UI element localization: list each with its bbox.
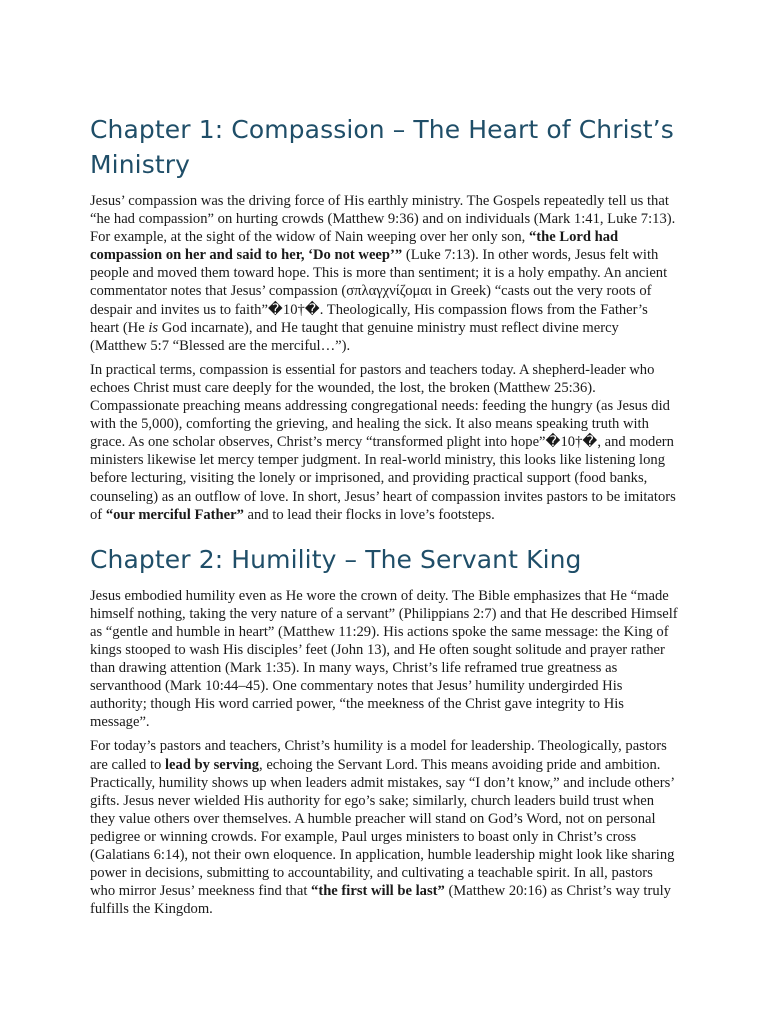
citation-marker: �10†� — [545, 434, 598, 451]
chapter-1-paragraph-1 — [90, 192, 678, 355]
paragraph-text: Jesus’ compassion was the driving force of His earthly ministry. The Gospels repeatedly tell us that “he had compassion” on hurting crowds (Matthew 9:36) and on individuals (Mark 1:41, Luke 7:13). For example, at the sight of the widow of Nain weeping over her only son, — [90, 193, 676, 246]
chapter-2-title: Chapter 2: Humility – The Servant King — [90, 544, 582, 574]
paragraph-text: , and modern ministers likewise let mercy temper judgment. In real-world ministry, this looks like listening long before lecturing, visiting the lonely or imprisoned, and providing practical support (food banks, counseling) as an outflow of love. In short, Jesus’ heart of compassion invites pastors to be imitators of — [90, 434, 676, 523]
paragraph-text: For today’s pastors and teachers, Christ’s humility is a model for leadership. Theologically, pastors are called to — [90, 738, 667, 773]
paragraph-text: God incarnate), and He taught that genuine ministry must reflect divine mercy (Matthew 5:7 “Blessed are the merciful…”). — [90, 319, 619, 354]
paragraph-text: and to lead their flocks in love’s footsteps. — [243, 506, 495, 523]
italic-emphasis: is — [148, 319, 159, 336]
document-page — [90, 112, 678, 924]
bold-phrase: lead by serving — [164, 756, 260, 773]
bold-quote: “our merciful Father” — [105, 506, 244, 523]
chapter-1-title: Chapter 1: Compassion – The Heart of Christ’s Ministry — [90, 115, 674, 179]
paragraph-text: . Theologically, His compassion flows from the Father’s heart (He — [90, 301, 648, 336]
paragraph-text: (Luke 7:13). In other words, Jesus felt with people and moved them toward hope. This is more than sentiment; it is a holy empathy. An ancient commentator notes that Jesus’ compassion (σπλαγχνίζομαι in Greek) “casts out the very roots of despair and invites us to faith” — [90, 247, 668, 318]
citation-marker: �10†� — [267, 301, 320, 318]
bold-quote: “the first will be last” — [311, 883, 445, 900]
paragraph-text: (Matthew 20:16) as Christ’s way truly fulfills the Kingdom. — [90, 883, 671, 918]
bold-quote: “the Lord had compassion on her and said to her, ‘Do not weep’” — [90, 229, 619, 264]
chapter-2-paragraph-1: Jesus embodied humility even as He wore the crown of deity. The Bible emphasizes that He “made himself nothing, taking the very nature of a servant” (Philippians 2:7) and that He described Himself as “gentle and humble in heart” (Matthew 11:29). His actions spoke the same message: the King of kings stooped to wash His disciples’ feet (John 13), and He often sought solitude and prayer rather than drawing attention (Mark 1:35). In many ways, Christ’s life reframed true greatness as servanthood (Mark 10:44–45). One commentary notes that Jesus’ humility undergirded His authority; though His word carried power, “the meekness of the Christ gave integrity to His message”. — [90, 587, 678, 731]
paragraph-text: , echoing the Servant Lord. This means avoiding pride and ambition. Practically, humility shows up when leaders admit mistakes, say “I don’t know,” and include others’ gifts. Jesus never wielded His authority for ego’s sake; similarly, church leaders build trust when they value others over themselves. A humble preacher will stand on God’s Word, not on personal pedigree or winning crowds. For example, Paul urges ministers to boast only in Christ’s cross (Galatians 6:14), not their own eloquence. In application, humble leadership might look like sharing power in decisions, submitting to accountability, and cultivating a teachable spirit. In all, pastors who mirror Jesus’ meekness find that — [90, 756, 675, 900]
paragraph-text: In practical terms, compassion is essential for pastors and teachers today. A shepherd-leader who echoes Christ must care deeply for the wounded, the lost, the broken (Matthew 25:36). Compassionate preaching means addressing congregational needs: feeding the hungry (as Jesus did with the 5,000), comforting the grieving, and healing the sick. It also means speaking truth with grace. As one scholar observes, Christ’s mercy “transformed plight into hope” — [90, 361, 670, 451]
chapter-1-paragraph-2 — [90, 361, 678, 524]
chapter-2-paragraph-2 — [90, 737, 678, 918]
